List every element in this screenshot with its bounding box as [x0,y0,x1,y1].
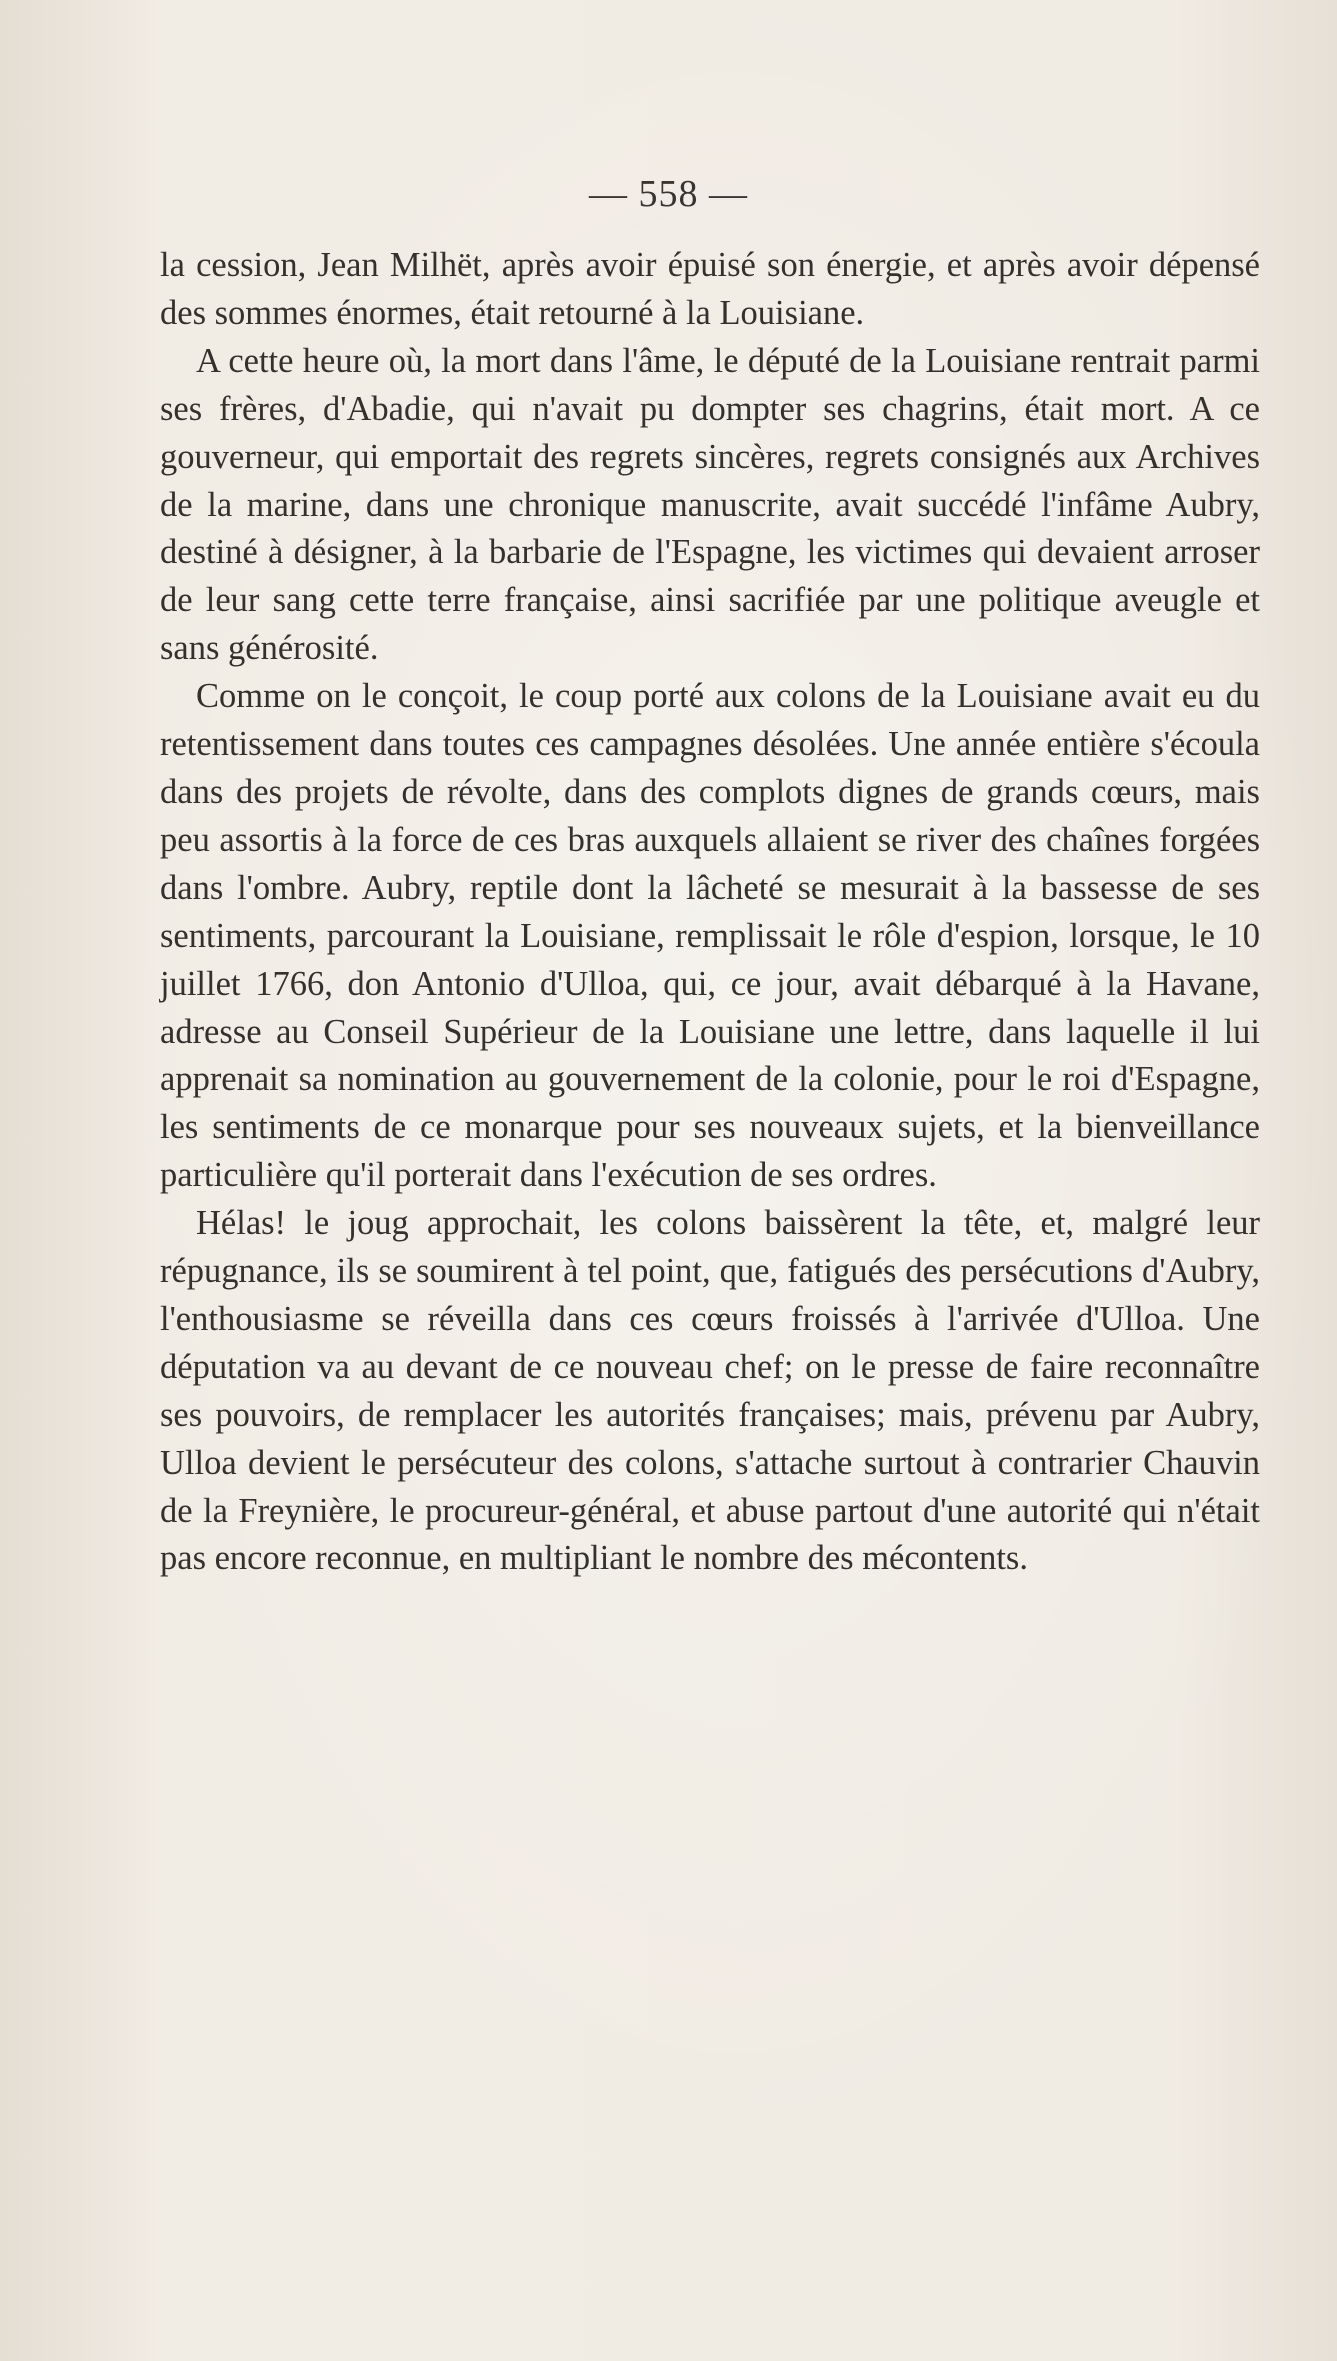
paragraph-1: la cession, Jean Milhët, après avoir épuisé son énergie, et après avoir dépensé des sommes énormes, était retourné à la Louisiane. [160,246,1260,332]
paragraph-4: Hélas! le joug approchait, les colons baissèrent la tête, et, malgré leur répugnance, ils se soumirent à tel point, que, fatigués des persécutions d'Aubry, l'enthousiasme se réveilla dans ces cœurs froissés à l'arrivée d'Ulloa. Une députation va au devant de ce nouveau chef; on le presse de faire reconnaître ses pouvoirs, de remplacer les autorités françaises; mais, prévenu par Aubry, Ulloa devient le persécuteur des colons, s'attache surtout à contrarier Chauvin de la Freynière, le procureur-général, et abuse partout d'une autorité qui n'était pas encore reconnue, en multipliant le nombre des mécontents. [160,1204,1260,1578]
page-number: — 558 — [589,173,748,215]
body-text [160,242,1260,1583]
paragraph-2: A cette heure où, la mort dans l'âme, le député de la Louisiane rentrait parmi ses frères, d'Abadie, qui n'avait pu dompter ses chagrins, était mort. A ce gouverneur, qui emportait des regrets sincères, regrets consignés aux Archives de la marine, dans une chronique manuscrite, avait succédé l'infâme Aubry, destiné à désigner, à la barbarie de l'Espagne, les victimes qui devaient arroser de leur sang cette terre française, ainsi sacrifiée par une politique aveugle et sans générosité. [160,341,1260,668]
paragraph-3: Comme on le conçoit, le coup porté aux colons de la Louisiane avait eu du retentissement dans toutes ces campagnes désolées. Une année entière s'écoula dans des projets de révolte, dans des complots dignes de grands cœurs, mais peu assortis à la force de ces bras auxquels allaient se river des chaînes forgées dans l'ombre. Aubry, reptile dont la lâcheté se mesurait à la bassesse de ses sentiments, parcourant la Louisiane, remplissait le rôle d'espion, lorsque, le 10 juillet 1766, don Antonio d'Ulloa, qui, ce jour, avait débarqué à la Havane, adresse au Conseil Supérieur de la Louisiane une lettre, dans laquelle il lui apprenait sa nomination au gouvernement de la colonie, pour le roi d'Espagne, les sentiments de ce monarque pour ses nouveaux sujets, et la bienveillance particulière qu'il porterait dans l'exécution de ses ordres. [160,677,1260,1195]
